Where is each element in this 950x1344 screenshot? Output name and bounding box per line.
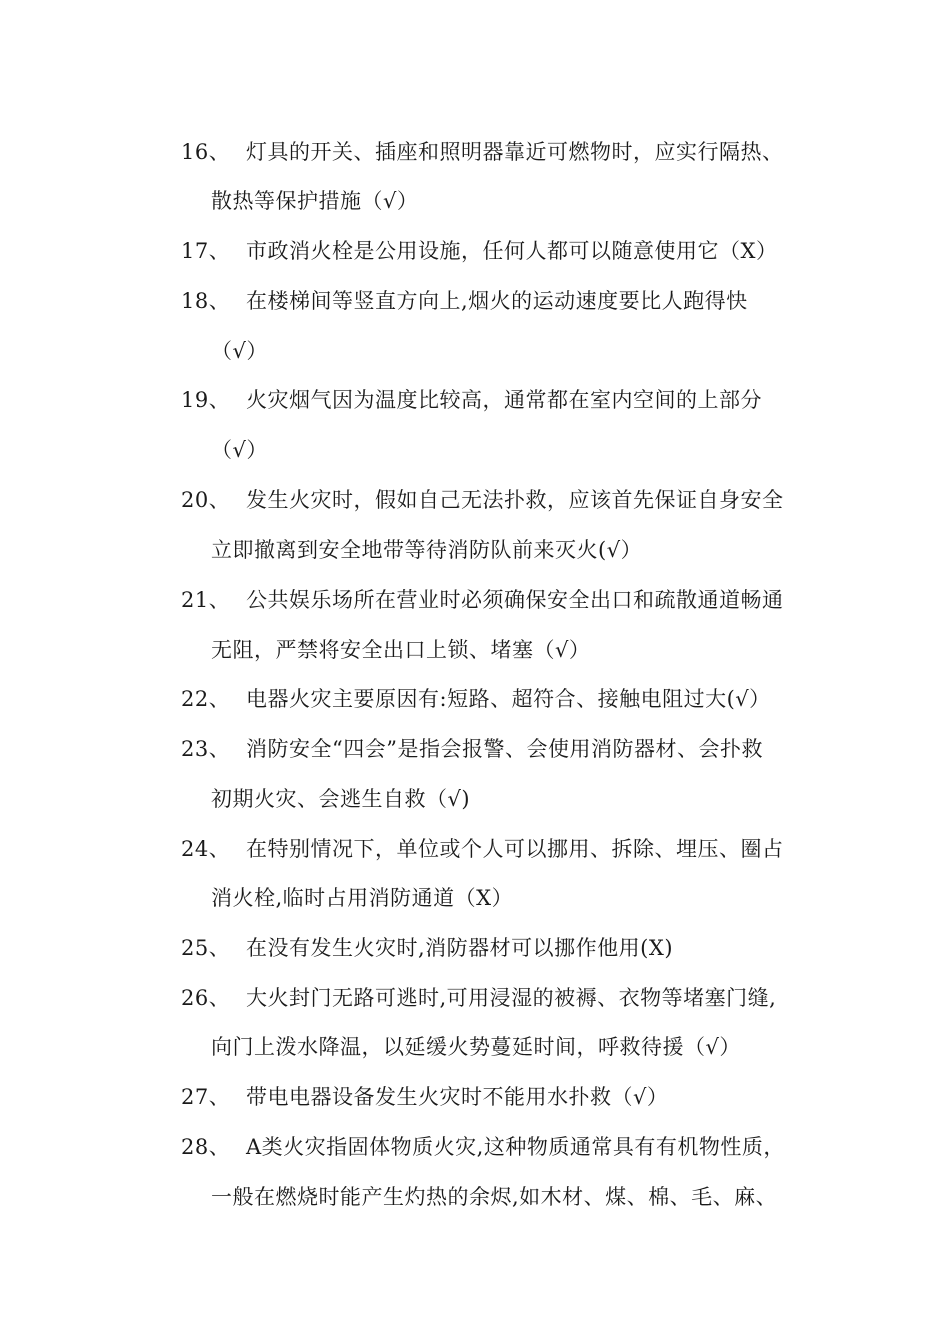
item-number: 20、 [181,488,231,512]
item-text: 电器火灾主要原因有:短路、超符合、接触电阻过大(√） [246,687,771,711]
item-number: 23、 [181,737,231,761]
item-text-continued: 散热等保护措施（√） [211,189,419,213]
item-text-continued: 向门上泼水降温，以延缓火势蔓延时间，呼救待援（√） [211,1035,741,1059]
item-number: 21、 [181,588,231,612]
item-number: 27、 [181,1085,231,1109]
item-number: 24、 [181,837,231,861]
item-text: 火灾烟气因为温度比较高，通常都在室内空间的上部分 [246,388,762,412]
item-number: 26、 [181,986,231,1010]
item-text: 大火封门无路可逃时,可用浸湿的被褥、衣物等堵塞门缝, [246,986,777,1010]
item-text: 发生火灾时，假如自己无法扑救，应该首先保证自身安全 [246,488,784,512]
item-text-continued: 初期火灾、会逃生自救（√) [211,787,471,811]
item-text: 灯具的开关、插座和照明器靠近可燃物时，应实行隔热、 [246,140,784,164]
item-text-continued: 立即撤离到安全地带等待消防队前来灭火(√） [211,538,643,562]
item-number: 19、 [181,388,231,412]
item-number: 18、 [181,289,231,313]
item-text: 公共娱乐场所在营业时必须确保安全出口和疏散通道畅通 [246,588,784,612]
item-number: 28、 [181,1135,231,1159]
item-text: 带电电器设备发生火灾时不能用水扑救（√） [246,1085,669,1109]
item-text: 消防安全“四会”是指会报警、会使用消防器材、会扑救 [246,737,763,761]
item-text: 在没有发生火灾时,消防器材可以挪作他用(X) [246,936,674,960]
item-text: 在楼梯间等竖直方向上,烟火的运动速度要比人跑得快 [246,289,748,313]
item-number: 17、 [181,239,231,263]
item-text-continued: 无阻，严禁将安全出口上锁、堵塞（√） [211,638,591,662]
item-text: 市政消火栓是公用设施，任何人都可以随意使用它（X） [246,239,778,263]
item-text-continued: 消火栓,临时占用消防通道（X） [211,886,514,910]
item-number: 25、 [181,936,231,960]
item-number: 22、 [181,687,231,711]
item-text-continued: （√） [211,339,268,363]
item-text-continued: 一般在燃烧时能产生灼热的余烬,如木材、煤、棉、毛、麻、 [211,1185,778,1209]
item-number: 16、 [181,140,231,164]
item-text-continued: （√） [211,438,268,462]
item-text: A类火灾指固体物质火灾,这种物质通常具有有机物性质， [246,1135,785,1159]
item-text: 在特别情况下，单位或个人可以挪用、拆除、埋压、圈占 [246,837,784,861]
